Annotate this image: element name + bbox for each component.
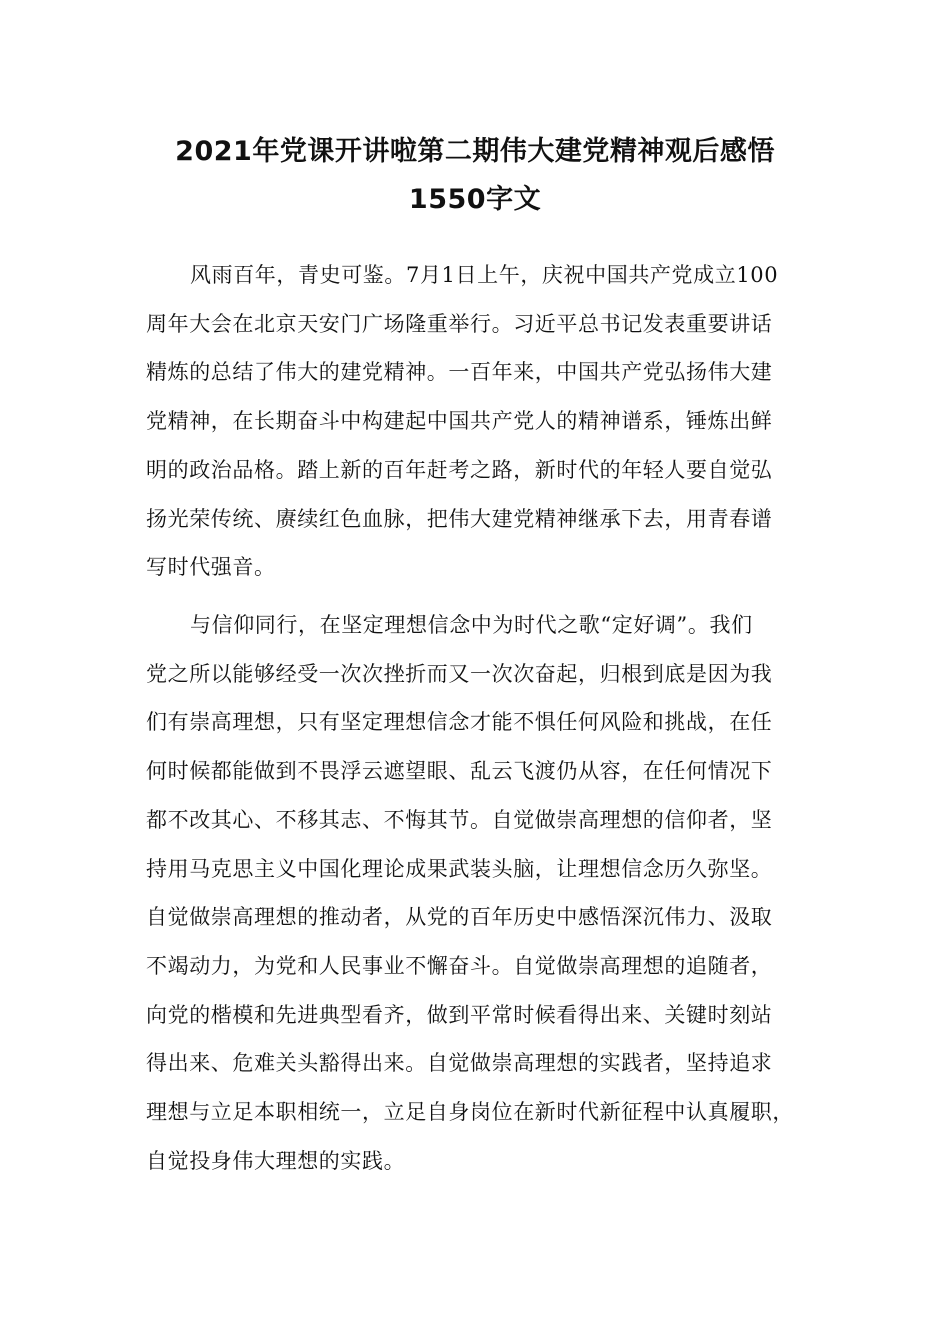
paragraph-line: 扬光荣传统、赓续红色血脉，把伟大建党精神继承下去，用青春谱 — [146, 506, 773, 531]
document-title-line-1: 2021年党课开讲啦第二期伟大建党精神观后感悟 — [175, 136, 775, 167]
paragraph-line: 得出来、危难关头豁得出来。自觉做崇高理想的实践者，坚持追求 — [146, 1051, 773, 1076]
paragraph-line: 周年大会在北京天安门广场隆重举行。习近平总书记发表重要讲话 — [146, 311, 773, 336]
paragraph-line: 党精神，在长期奋斗中构建起中国共产党人的精神谱系，锤炼出鲜 — [146, 409, 773, 434]
paragraph-line: 写时代强音。 — [146, 555, 276, 580]
paragraph-line: 何时候都能做到不畏浮云遮望眼、乱云飞渡仍从容，在任何情况下 — [146, 759, 773, 784]
paragraph-line: 精炼的总结了伟大的建党精神。一百年来，中国共产党弘扬伟大建 — [146, 360, 773, 385]
paragraph-line: 们有崇高理想，只有坚定理想信念才能不惧任何风险和挑战，在任 — [146, 710, 773, 735]
paragraph-line: 持用马克思主义中国化理论成果武装头脑，让理想信念历久弥坚。 — [146, 856, 773, 881]
paragraph-line: 都不改其心、不移其志、不悔其节。自觉做崇高理想的信仰者，坚 — [146, 807, 773, 832]
paragraph-line: 明的政治品格。踏上新的百年赶考之路，新时代的年轻人要自觉弘 — [146, 457, 773, 482]
paragraph-line: 不竭动力，为党和人民事业不懈奋斗。自觉做崇高理想的追随者， — [146, 953, 773, 978]
document-title-line-2: 1550字文 — [408, 184, 542, 215]
paragraph-line: 向党的楷模和先进典型看齐，做到平常时候看得出来、关键时刻站 — [146, 1002, 773, 1027]
paragraph-line: 党之所以能够经受一次次挫折而又一次次奋起，归根到底是因为我 — [146, 661, 773, 686]
paragraph-line: 与信仰同行，在坚定理想信念中为时代之歌“定好调”。我们 — [190, 613, 753, 637]
paragraph-1 — [146, 251, 806, 592]
paragraph-line: 自觉做崇高理想的推动者，从党的百年历史中感悟深沉伟力、汲取 — [146, 905, 773, 930]
paragraph-line: 理想与立足本职相统一，立足自身岗位在新时代新征程中认真履职， — [146, 1100, 794, 1125]
paragraph-line: 风雨百年，青史可鉴。7月1日上午，庆祝中国共产党成立100 — [190, 263, 779, 287]
paragraph-line: 自觉投身伟大理想的实践。 — [146, 1148, 406, 1173]
paragraph-2 — [146, 601, 806, 1185]
